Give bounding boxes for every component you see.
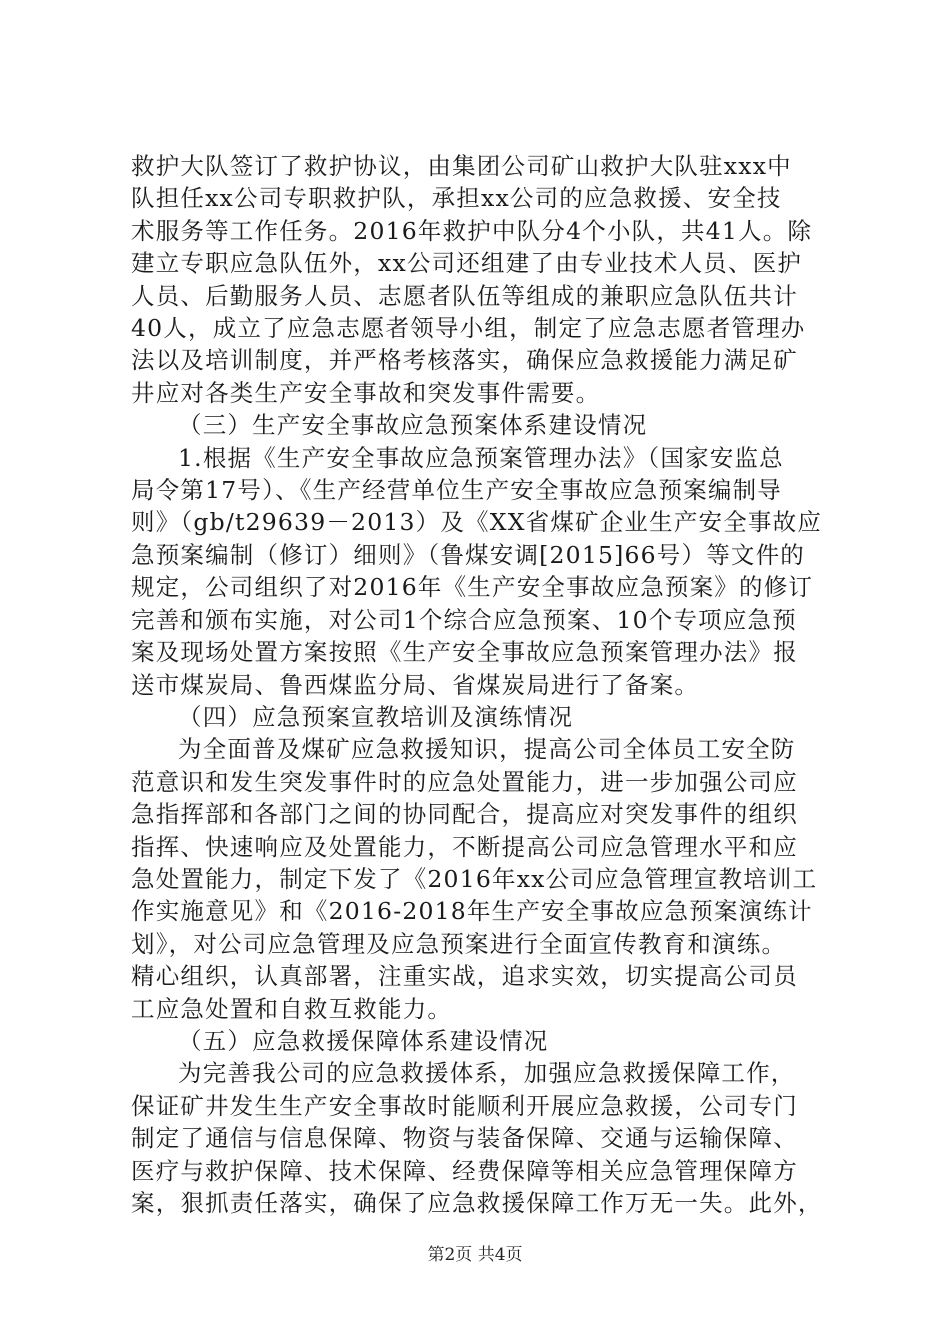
text-line: 案，狠抓责任落实，确保了应急救援保障工作万无一失。此外，	[131, 1189, 823, 1217]
text-line: 精心组织，认真部署，注重实战，追求实效，切实提高公司员	[131, 962, 798, 991]
text-line: 医疗与救护保障、技术保障、经费保障等相关应急管理保障方	[131, 1156, 798, 1185]
text-line: 范意识和发生突发事件时的应急处置能力，进一步加强公司应	[131, 767, 798, 796]
text-line: 队担任xx公司专职救护队，承担xx公司的应急救援、安全技	[131, 184, 782, 213]
text-line: 急预案编制（修订）细则》（鲁煤安调[2015]66号）等文件的	[131, 540, 805, 569]
text-line: 作实施意见》和《2016-2018年生产安全事故应急预案演练计	[131, 897, 813, 926]
text-line: 规定，公司组织了对2016年《生产安全事故应急预案》的修订	[131, 573, 814, 602]
text-line: 40人，成立了应急志愿者领导小组，制定了应急志愿者管理办	[131, 314, 806, 343]
text-line: 急处置能力，制定下发了《2016年xx公司应急管理宣教培训工	[131, 864, 818, 893]
text-line: 完善和颁布实施，对公司1个综合应急预案、10个专项应急预	[131, 605, 797, 634]
section-heading: （四）应急预案宣教培训及演练情况	[178, 702, 574, 731]
text-line: 术服务等工作任务。2016年救护中队分4个小队，共41人。除	[131, 216, 813, 245]
text-line: 建立专职应急队伍外，xx公司还组建了由专业技术人员、医护	[131, 249, 803, 278]
text-line: 送市煤炭局、鲁西煤监分局、省煤炭局进行了备案。	[131, 670, 700, 699]
text-line: 制定了通信与信息保障、物资与装备保障、交通与运输保障、	[131, 1124, 798, 1153]
text-line: 保证矿井发生生产安全事故时能顺利开展应急救援，公司专门	[131, 1091, 798, 1120]
section-heading: （三）生产安全事故应急预案体系建设情况	[178, 411, 648, 440]
body-text	[131, 150, 831, 1219]
section-heading: （五）应急救援保障体系建设情况	[178, 1026, 549, 1055]
text-line: 为完善我公司的应急救援体系，加强应急救援保障工作，	[178, 1059, 796, 1088]
text-line: 1.根据《生产安全事故应急预案管理办法》（国家安监总	[178, 443, 784, 472]
text-line: 井应对各类生产安全事故和突发事件需要。	[131, 378, 601, 407]
text-line: 案及现场处置方案按照《生产安全事故应急预案管理办法》报	[131, 638, 798, 667]
text-line: 法以及培训制度，并严格考核落实，确保应急救援能力满足矿	[131, 346, 798, 375]
text-line: 指挥、快速响应及处置能力，不断提高公司应急管理水平和应	[131, 832, 798, 861]
text-line: 为全面普及煤矿应急救援知识，提高公司全体员工安全防	[178, 735, 796, 764]
text-line: 局令第17号）、《生产经营单位生产安全事故应急预案编制导	[131, 476, 783, 505]
page-footer: 第2页 共4页	[427, 1245, 523, 1265]
text-line: 则》（gb/t29639－2013）及《XX省煤矿企业生产安全事故应	[131, 508, 823, 537]
text-line: 急指挥部和各部门之间的协同配合，提高应对突发事件的组织	[131, 800, 798, 829]
text-line: 救护大队签订了救护协议，由集团公司矿山救护大队驻xxx中	[131, 152, 792, 180]
text-line: 工应急处置和自救互救能力。	[131, 994, 453, 1023]
text-line: 人员、后勤服务人员、志愿者队伍等组成的兼职应急队伍共计	[131, 281, 798, 310]
text-line: 划》，对公司应急管理及应急预案进行全面宣传教育和演练。	[131, 929, 787, 958]
